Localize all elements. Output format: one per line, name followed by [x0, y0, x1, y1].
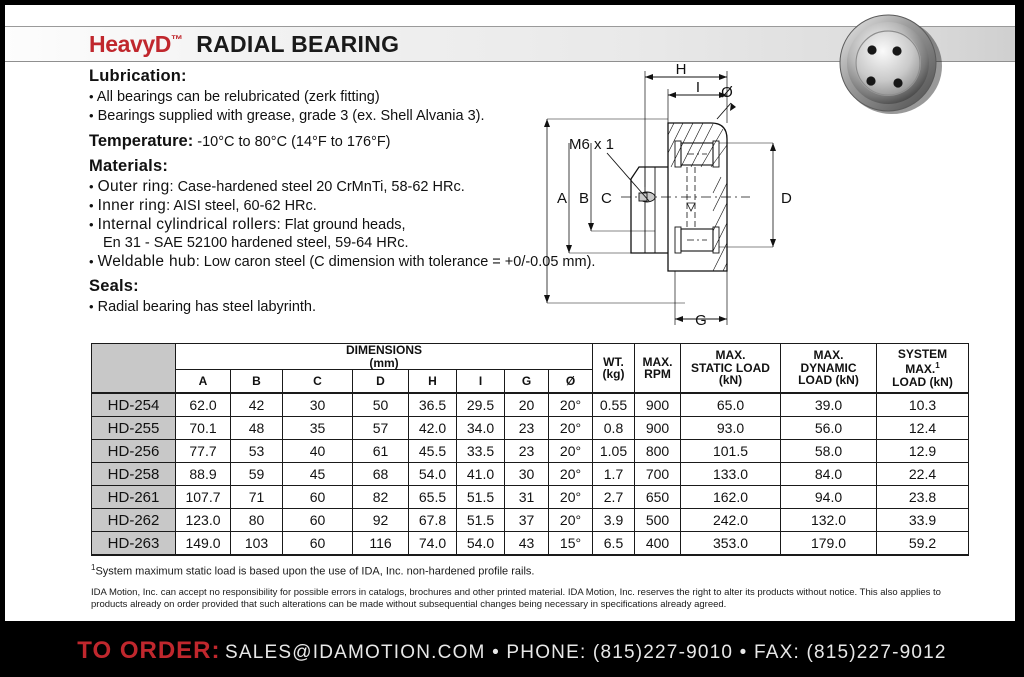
table-header-row-group: [92, 344, 969, 370]
materials-item-label: Internal cylindrical rollers: [97, 216, 277, 233]
table-cell-wt: 0.55: [593, 393, 635, 417]
table-cell-c: 35: [283, 417, 353, 440]
table-header-diameter: Ø: [549, 370, 593, 394]
to-order-label: TO ORDER:: [77, 636, 221, 664]
table-cell-i: 51.5: [457, 509, 505, 532]
table-cell-rpm: 700: [635, 463, 681, 486]
rpm-head-line1: MAX.: [642, 354, 673, 369]
table-cell-rpm: 900: [635, 393, 681, 417]
table-cell-g: 30: [505, 463, 549, 486]
table-cell-dia: 20°: [549, 417, 593, 440]
page-title: [89, 31, 399, 58]
table-cell-d: 57: [353, 417, 409, 440]
materials-item-value: : Case-hardened steel 20 CrMnTi, 58-62 HRc.: [169, 179, 465, 195]
table-cell-b: 53: [231, 440, 283, 463]
table-cell-dia: 20°: [549, 509, 593, 532]
table-cell-g: 20: [505, 393, 549, 417]
table-cell-wt: 2.7: [593, 486, 635, 509]
table-cell-static: 353.0: [681, 532, 781, 556]
table-row: [92, 509, 969, 532]
table-cell-dynamic: 56.0: [781, 417, 877, 440]
table-header-b: B: [231, 370, 283, 394]
thread-callout-label: M6 x 1: [569, 136, 615, 153]
table-header-c: C: [283, 370, 353, 394]
dynamic-head-line3: LOAD (kN): [798, 373, 859, 388]
dimension-label-a: A: [557, 190, 568, 207]
table-cell-b: 59: [231, 463, 283, 486]
table-cell-i: 51.5: [457, 486, 505, 509]
table-cell-static: 133.0: [681, 463, 781, 486]
materials-heading: Materials:: [89, 157, 169, 175]
temperature-heading: Temperature:: [89, 132, 194, 150]
table-cell-wt: 6.5: [593, 532, 635, 556]
lubrication-item-text: Bearings supplied with grease, grade 3 (ex. Shell Alvania 3).: [97, 108, 485, 124]
table-header-model: [92, 344, 176, 394]
table-cell-rpm: 400: [635, 532, 681, 556]
table-cell-dynamic: 132.0: [781, 509, 877, 532]
table-cell-static: 162.0: [681, 486, 781, 509]
materials-item-label: Inner ring: [97, 197, 167, 214]
dimensions-group-line1: DIMENSIONS: [345, 343, 422, 357]
table-cell-a: 88.9: [176, 463, 231, 486]
table-cell-static: 242.0: [681, 509, 781, 532]
table-header-system-max-load: [877, 344, 969, 394]
dimension-label-i: I: [695, 79, 701, 96]
system-head-line3: LOAD (kN): [892, 374, 953, 389]
weight-head-line1: WT.: [603, 354, 624, 369]
materials-item: • Outer ring: Case-hardened steel 20 CrMnTi, 58-62 HRc.: [89, 178, 465, 195]
materials-item-value: : Flat ground heads,: [276, 217, 406, 233]
brand-name: HeavyD: [89, 31, 171, 57]
table-cell-d: 61: [353, 440, 409, 463]
table-cell-model: HD-262: [92, 509, 176, 532]
table-cell-rpm: 900: [635, 417, 681, 440]
dimension-label-d: D: [781, 190, 792, 207]
table-cell-rpm: 800: [635, 440, 681, 463]
table-cell-b: 48: [231, 417, 283, 440]
table-cell-d: 50: [353, 393, 409, 417]
table-cell-model: HD-256: [92, 440, 176, 463]
dynamic-head-line2: DYNAMIC: [800, 360, 857, 375]
table-cell-model: HD-261: [92, 486, 176, 509]
table-cell-model: HD-254: [92, 393, 176, 417]
trademark-symbol: ™: [171, 32, 183, 47]
dimension-label-b: B: [579, 190, 590, 207]
system-head-line2: MAX.$^1$: [905, 361, 940, 377]
table-cell-system: 10.3: [877, 393, 969, 417]
table-cell-rpm: 500: [635, 509, 681, 532]
table-cell-system: 23.8: [877, 486, 969, 509]
table-cell-c: 60: [283, 509, 353, 532]
footnote-marker: 1: [91, 563, 96, 572]
table-cell-g: 23: [505, 440, 549, 463]
weight-head-line2: (kg): [602, 367, 625, 381]
seals-item: • Radial bearing has steel labyrinth.: [89, 299, 317, 315]
table-row: [92, 486, 969, 509]
table-cell-system: 33.9: [877, 509, 969, 532]
order-footer: [0, 624, 1024, 677]
table-cell-b: 103: [231, 532, 283, 556]
table-cell-h: 74.0: [409, 532, 457, 556]
disclaimer-text: IDA Motion, Inc. can accept no responsibility for possible errors in catalogs, brochures and other printed material. IDA Motion, Inc. reserves the right to alter its products without notice. This also applies to products already on order provided that such alterations can be made without subsequential changes being necessary in specifications already agreed.: [91, 586, 941, 611]
table-cell-model: HD-258: [92, 463, 176, 486]
table-cell-dia: 20°: [549, 463, 593, 486]
table-cell-system: 22.4: [877, 463, 969, 486]
table-cell-i: 54.0: [457, 532, 505, 556]
table-header-i: I: [457, 370, 505, 394]
table-cell-d: 82: [353, 486, 409, 509]
table-cell-model: HD-255: [92, 417, 176, 440]
seals-heading: Seals:: [89, 277, 139, 295]
table-row: [92, 532, 969, 556]
table-cell-h: 42.0: [409, 417, 457, 440]
table-cell-c: 60: [283, 532, 353, 556]
table-cell-c: 45: [283, 463, 353, 486]
table-cell-a: 123.0: [176, 509, 231, 532]
table-cell-i: 33.5: [457, 440, 505, 463]
contact-info[interactable]: SALES@IDAMOTION.COM • PHONE: (815)227-9010 • FAX: (815)227-9012: [224, 641, 947, 663]
table-cell-dynamic: 84.0: [781, 463, 877, 486]
table-cell-system: 12.9: [877, 440, 969, 463]
materials-item-value: : Low caron steel (C dimension with tolerance = +0/-0.05 mm).: [195, 254, 596, 270]
table-cell-g: 23: [505, 417, 549, 440]
table-row: [92, 393, 969, 417]
radial-bearing-photo: [831, 11, 949, 115]
seals-item-text: Radial bearing has steel labyrinth.: [97, 299, 317, 315]
table-cell-g: 37: [505, 509, 549, 532]
table-cell-dynamic: 39.0: [781, 393, 877, 417]
datasheet-sheet: [4, 4, 1016, 622]
table-cell-b: 80: [231, 509, 283, 532]
table-header-max-static-load: [681, 344, 781, 394]
table-cell-h: 65.5: [409, 486, 457, 509]
table-body: [92, 393, 969, 555]
table-cell-dia: 20°: [549, 440, 593, 463]
materials-item-label: Outer ring: [97, 178, 170, 195]
table-cell-d: 68: [353, 463, 409, 486]
rpm-head-line2: RPM: [644, 367, 671, 381]
table-cell-h: 45.5: [409, 440, 457, 463]
table-header-weight: [593, 344, 635, 394]
table-row: [92, 440, 969, 463]
table-cell-system: 59.2: [877, 532, 969, 556]
table-header-max-dynamic-load: [781, 344, 877, 394]
table-cell-g: 43: [505, 532, 549, 556]
dimension-label-c: C: [601, 190, 612, 207]
table-cell-a: 62.0: [176, 393, 231, 417]
temperature-value: -10°C to 80°C (14°F to 176°F): [197, 134, 391, 150]
footnote-text: System maximum static load is based upon the use of IDA, Inc. non-hardened profile rails.: [95, 565, 535, 578]
table-cell-c: 30: [283, 393, 353, 417]
table-cell-i: 41.0: [457, 463, 505, 486]
table-cell-wt: 3.9: [593, 509, 635, 532]
table-cell-wt: 1.05: [593, 440, 635, 463]
table-cell-d: 92: [353, 509, 409, 532]
table-header-g: G: [505, 370, 549, 394]
table-cell-i: 34.0: [457, 417, 505, 440]
static-head-line1: MAX.: [715, 348, 746, 363]
materials-item-label: Weldable hub: [97, 253, 196, 270]
table-cell-g: 31: [505, 486, 549, 509]
table-header-a: A: [176, 370, 231, 394]
table-cell-rpm: 650: [635, 486, 681, 509]
table-cell-h: 36.5: [409, 393, 457, 417]
table-cell-dynamic: 94.0: [781, 486, 877, 509]
table-header-dimensions-group: [176, 344, 593, 370]
dimension-label-h: H: [675, 61, 687, 78]
lubrication-item: • Bearings supplied with grease, grade 3 (ex. Shell Alvania 3).: [89, 108, 485, 124]
lubrication-heading: Lubrication:: [89, 67, 187, 85]
table-cell-wt: 0.8: [593, 417, 635, 440]
lubrication-item-text: All bearings can be relubricated (zerk fitting): [96, 89, 380, 105]
dimension-label-g: G: [695, 312, 707, 329]
table-row: [92, 417, 969, 440]
dimension-label-diameter: Ø: [721, 84, 733, 101]
table-cell-b: 71: [231, 486, 283, 509]
table-cell-wt: 1.7: [593, 463, 635, 486]
table-cell-a: 70.1: [176, 417, 231, 440]
table-header-max-rpm: [635, 344, 681, 394]
product-name: RADIAL BEARING: [196, 31, 400, 57]
materials-item: • Internal cylindrical rollers: Flat ground heads, En 31 - SAE 52100 hardened steel, 59-64 HRc.: [89, 216, 559, 252]
footnotes: [91, 561, 971, 612]
table-cell-h: 54.0: [409, 463, 457, 486]
materials-item-continuation: En 31 - SAE 52100 hardened steel, 59-64 HRc.: [103, 235, 409, 251]
table-cell-static: 101.5: [681, 440, 781, 463]
table-cell-a: 107.7: [176, 486, 231, 509]
table-cell-h: 67.8: [409, 509, 457, 532]
table-cell-c: 40: [283, 440, 353, 463]
table-cell-dynamic: 58.0: [781, 440, 877, 463]
table-row: [92, 463, 969, 486]
table-header-d: D: [353, 370, 409, 394]
bearing-cross-section-drawing: [535, 57, 835, 347]
footnote-line: [91, 561, 971, 579]
table-cell-c: 60: [283, 486, 353, 509]
footnote-superscript: 1: [935, 361, 940, 371]
table-cell-dia: 20°: [549, 393, 593, 417]
materials-item-value: : AISI steel, 60-62 HRc.: [166, 198, 317, 214]
table-cell-dia: 20°: [549, 486, 593, 509]
materials-item: • Weldable hub: Low caron steel (C dimension with tolerance = +0/-0.05 mm).: [89, 253, 596, 270]
system-head-line1: SYSTEM: [897, 346, 948, 361]
static-head-line2: STATIC LOAD: [691, 360, 770, 375]
table-cell-a: 149.0: [176, 532, 231, 556]
table-header-h: H: [409, 370, 457, 394]
specifications-table: [91, 343, 969, 556]
table-cell-i: 29.5: [457, 393, 505, 417]
dimensions-group-line2: (mm): [369, 355, 399, 370]
dynamic-head-line1: MAX.: [813, 348, 844, 363]
temperature-row: [89, 132, 559, 151]
footer-contact-line: [77, 637, 946, 665]
table-cell-model: HD-263: [92, 532, 176, 556]
table-cell-d: 116: [353, 532, 409, 556]
table-cell-dia: 15°: [549, 532, 593, 556]
lubrication-item: • All bearings can be relubricated (zerk fitting): [89, 89, 380, 105]
table-cell-dynamic: 179.0: [781, 532, 877, 556]
table-cell-static: 65.0: [681, 393, 781, 417]
table-cell-b: 42: [231, 393, 283, 417]
materials-item: • Inner ring: AISI steel, 60-62 HRc.: [89, 197, 317, 214]
table-cell-a: 77.7: [176, 440, 231, 463]
table-cell-system: 12.4: [877, 417, 969, 440]
table-cell-static: 93.0: [681, 417, 781, 440]
static-head-line3: (kN): [718, 373, 743, 388]
